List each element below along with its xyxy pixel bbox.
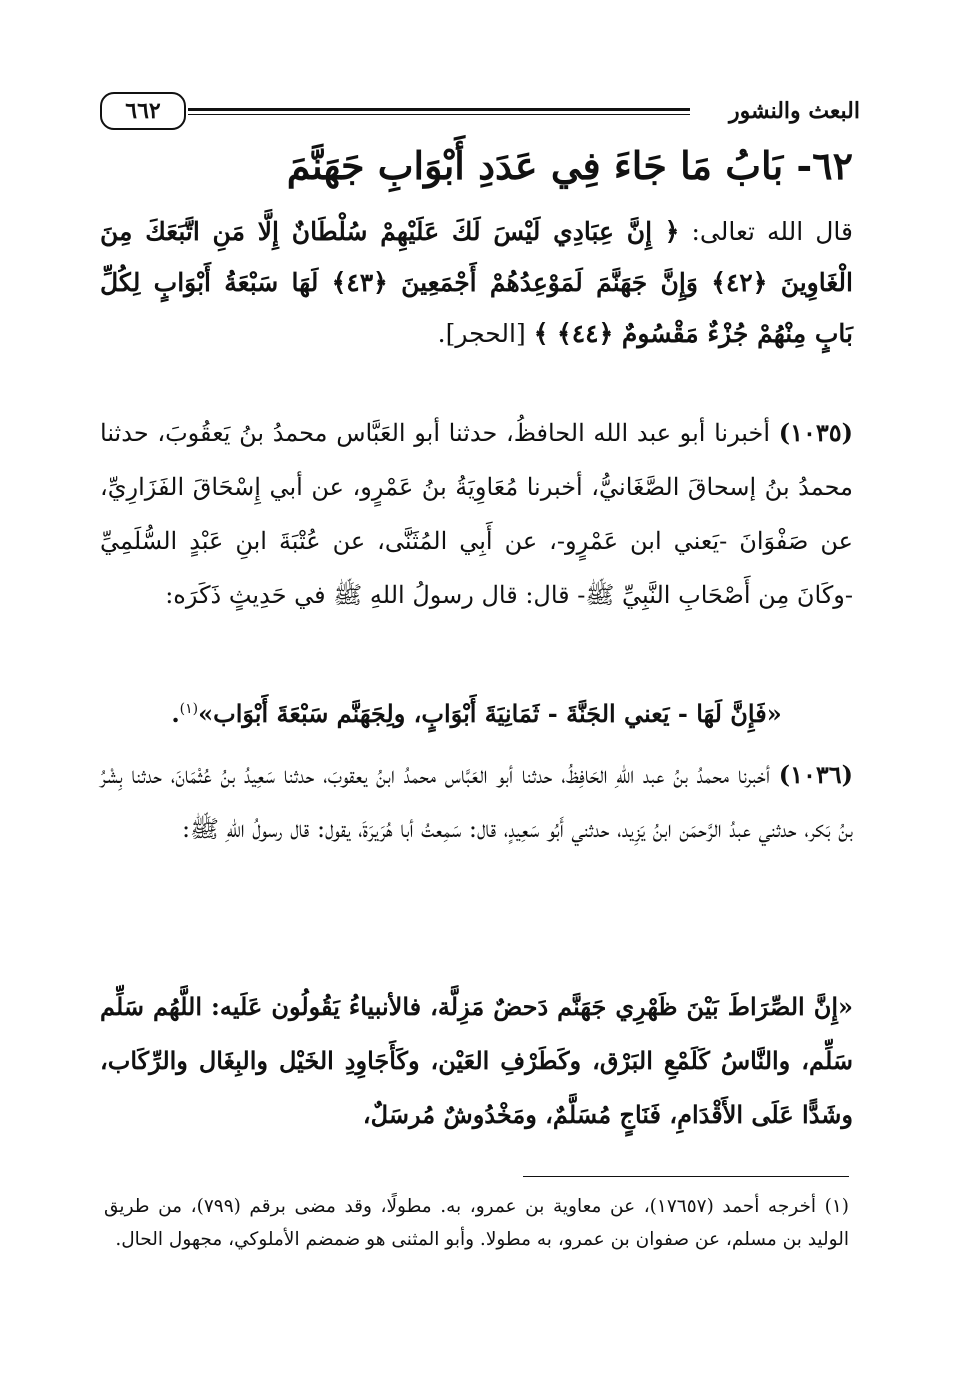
hadith-1-matn-text: «فَإِنَّ لَهَا - يَعني الجَنَّةَ - ثَمَانِيَةَ أَبْوَابٍ، ولِجَهَنَّم سَبْعَةَ أَبْوَاب» — [198, 699, 782, 728]
header-rule — [188, 108, 690, 111]
footnotes — [104, 1190, 849, 1256]
running-header — [100, 92, 860, 132]
hadith-1-end: . — [171, 699, 180, 728]
hadith-1-matn — [100, 682, 853, 741]
quran-quote — [100, 206, 853, 359]
hadith-1-isnad — [100, 406, 853, 622]
quran-source: [الحجر]. — [437, 319, 534, 348]
header-title: البعث والنشور — [728, 98, 860, 124]
quran-intro: قال الله تعالى: — [679, 217, 853, 246]
quran-verse: ﴿ إِنَّ عِبَادِي لَيْسَ لَكَ عَلَيْهِمْ سُلْطَانٌ إِلَّا مَنِ اتَّبَعَكَ مِنَ الْغَاوِينَ ﴿٤٢﴾ وَإِنَّ جَهَنَّمَ لَمَوْعِدُهُمْ أَجْمَعِينَ ﴿٤٣﴾ لَهَا سَبْعَةُ أَبْوَابٍ لِكُلِّ بَابٍ مِنْهُمْ جُزْءٌ مَقْسُومٌ ﴿٤٤﴾ ﴾ — [100, 217, 853, 348]
hadith-2-isnad — [100, 748, 853, 856]
footnote-rule — [523, 1176, 849, 1177]
hadith-2-matn — [100, 980, 853, 1142]
hadith-2-isnad-text: أخبرنا محمدُ بنُ عبد اللهِ الحَافِظُ، حدثنا أبو العَبَّاس محمدُ ابنُ يعقوبَ، حدثنا سَعِيدُ بنُ عُثْمَانَ، حدثنا بِشْرُ بنُ بَكر، حدثني عبدُ الرَّحمَن ابنُ يَزِيد، حدثني أَبُو سَعِيدٍ، قال: سَمِعتُ أبا هُرَيرَةَ، يقول: قال رسولُ اللهِ ﷺ: — [100, 761, 853, 843]
chapter-heading: ٦٢- بَابُ مَا جَاءَ فِي عَدَدِ أَبْوَابِ جَهَنَّمَ — [286, 143, 853, 188]
hadith-2-matn-text: «إِنَّ الصِّرَاطَ بَيْنَ ظَهْرِي جَهَنَّم دَحضٌ مَزِلَّة، فالأنبياءُ يَقُولُون عَلَيه: اللَّهُم سَلِّم سَلِّم، والنَّاسُ كَلَمْعِ البَرْق، وكَطَرْفِ العَيْن، وكَأَجَاوِدِ الخَيْل والبِغَال والرِّكَاب، وشَدًّا عَلَى الأَقْدَامِ، فَنَاجٍ مُسَلَّمٌ، ومَخْدُوشٌ مُرسَلٌ، — [100, 992, 853, 1129]
hadith-1-isnad-text: أخبرنا أبو عبد الله الحافظُ، حدثنا أبو العَبَّاس محمدُ بنُ يَعقُوبَ، حدثنا محمدُ بنُ إسحاقَ الصَّغَانيُّ، أخبرنا مُعَاوِيَةُ بنُ عَمْرٍو، عن أبي إِسْحَاقَ الفَزَارِيِّ، عن صَفْوَانَ -يَعني ابن عَمْرٍو-، عن أَبِي المُثَنَّى، عن عُتْبَةَ ابنِ عَبْدٍ السُّلَمِيِّ -وكَانَ مِن أَصْحَابِ النَّبِيِّ ﷺ- قال: قال رسولُ اللهِ ﷺ في حَدِيثٍ ذَكَرَه: — [100, 419, 853, 609]
hadith-1-number: (١٠٣٥) — [778, 418, 853, 447]
footnote-ref-1: (١) — [179, 701, 199, 717]
hadith-2-number: (١٠٣٦) — [778, 760, 853, 789]
footnote-1: (١) أخرجه أحمد (١٧٦٥٧)، عن معاوية بن عمرو، به. مطولًا، وقد مضى برقم (٧٩٩)، من طريق الوليد بن مسلم، عن صفوان بن عمرو، به مطولا. وأبو المثنى هو ضمضم الأملوكي، مجهول الحال. — [104, 1196, 849, 1250]
page-number: ٦٦٢ — [100, 92, 186, 130]
